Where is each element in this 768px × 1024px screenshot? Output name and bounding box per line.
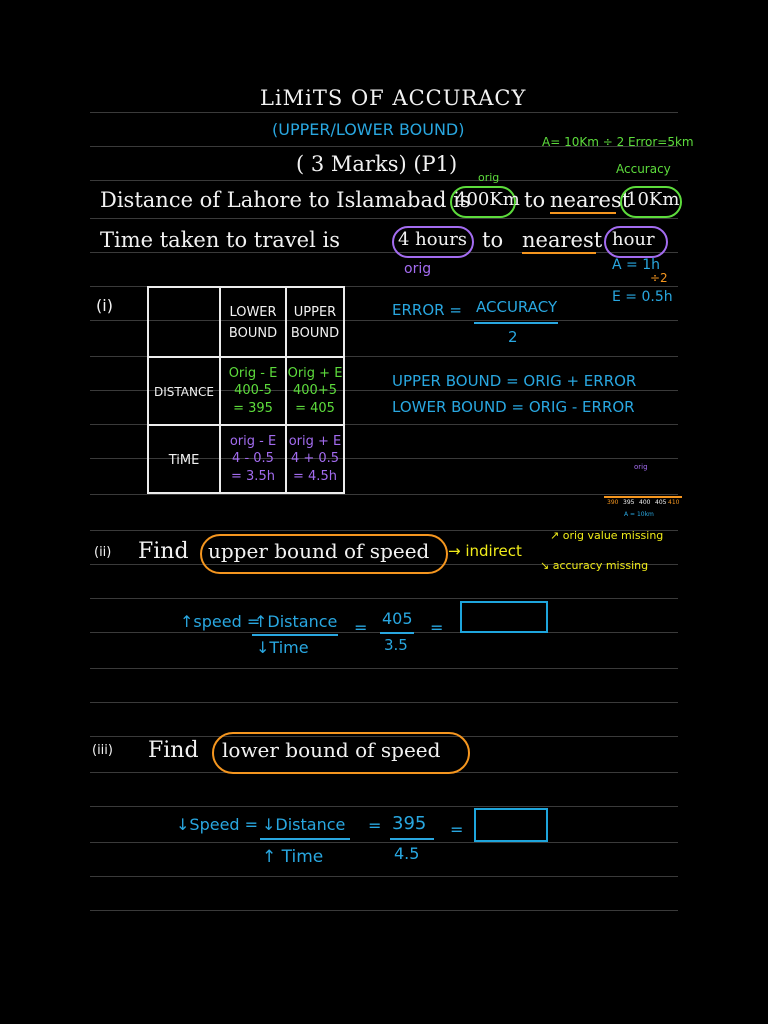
- branch-note-orig: ↗ orig value missing: [550, 529, 664, 542]
- rule-line: [90, 702, 678, 703]
- orig-tag: orig: [478, 171, 500, 184]
- number-line-orig: orig: [634, 463, 648, 471]
- upper-bound-formula: UPPER BOUND = ORIG + ERROR: [392, 372, 637, 390]
- part-ii-label: (ii): [94, 545, 112, 560]
- time-divide-note: ÷2: [650, 271, 668, 285]
- table-corner-cell: [148, 287, 220, 357]
- distance-upper-cell: Orig + E 400+5 = 405: [286, 357, 344, 425]
- hour-value: hour: [612, 229, 655, 250]
- distance-lower-cell: Orig - E 400-5 = 395: [220, 357, 286, 425]
- table-header-upper: UPPER BOUND: [286, 287, 344, 357]
- value-numerator: 395: [392, 813, 427, 834]
- branch-note-accuracy: ↘ accuracy missing: [540, 559, 649, 572]
- branch-text: orig value missing: [562, 529, 664, 542]
- value-denominator: 4.5: [394, 844, 420, 863]
- time-value: 4 hours: [398, 229, 468, 250]
- error-formula-numerator: ACCURACY: [476, 298, 558, 316]
- time-lower-cell: orig - E 4 - 0.5 = 3.5h: [220, 425, 286, 493]
- equals-sign: =: [430, 618, 444, 637]
- rule-line: [90, 876, 678, 877]
- distance-value: 400Km: [455, 189, 520, 210]
- tick-label: 405: [655, 499, 667, 506]
- find-word: Find: [138, 539, 189, 564]
- time-denominator: ↑ Time: [262, 847, 324, 867]
- rule-line: [90, 494, 678, 495]
- find-word: Find: [148, 738, 199, 763]
- question-line-2: Time taken to travel is: [100, 228, 340, 252]
- page-subtitle: (UPPER/LOWER BOUND): [272, 120, 465, 139]
- nearest-underline: [550, 212, 616, 214]
- row-label-time: TiME: [148, 425, 220, 493]
- error-formula-lhs: ERROR =: [392, 301, 462, 319]
- target-phrase: upper bound of speed: [208, 539, 430, 563]
- speed-lhs: ↑speed =: [180, 612, 261, 631]
- marks-label: ( 3 Marks) (P1): [296, 152, 458, 176]
- table-row: [148, 425, 344, 493]
- part-i-label: (i): [96, 296, 113, 315]
- number-line-caption: A = 10km: [624, 511, 654, 518]
- tick-label: 400: [639, 499, 651, 506]
- to-word: to: [482, 228, 504, 252]
- nearest-underline: [522, 252, 596, 254]
- time-accuracy-note: A = 1h: [612, 257, 660, 273]
- indirect-note: → indirect: [448, 542, 522, 560]
- answer-box[interactable]: [460, 601, 548, 633]
- to-word: to: [524, 188, 546, 212]
- time-error-note: E = 0.5h: [612, 289, 673, 305]
- value-numerator: 405: [382, 609, 413, 628]
- fraction-bar: [252, 634, 338, 636]
- nearest-word: nearest: [550, 188, 631, 212]
- row-label-distance: DISTANCE: [148, 357, 220, 425]
- page-title: LiMiTS OF ACCURACY: [260, 86, 527, 110]
- equals-sign: =: [354, 618, 368, 637]
- bounds-table: [147, 286, 345, 494]
- nearest-word: nearest: [522, 228, 603, 252]
- distance-numerator: ↑Distance: [254, 612, 338, 631]
- tick-label: 390: [607, 499, 619, 506]
- fraction-bar: [474, 322, 558, 324]
- time-upper-cell: orig + E 4 + 0.5 = 4.5h: [286, 425, 344, 493]
- rule-line: [90, 218, 678, 219]
- accuracy-value: 10Km: [626, 189, 680, 210]
- equals-sign: =: [368, 816, 382, 835]
- time-denominator: ↓Time: [256, 638, 309, 657]
- answer-box[interactable]: [474, 808, 548, 842]
- distance-numerator: ↓Distance: [262, 815, 346, 834]
- rule-line: [90, 842, 678, 843]
- equals-sign: =: [450, 820, 464, 839]
- fraction-bar: [380, 632, 414, 634]
- rule-line: [90, 910, 678, 911]
- branch-text: accuracy missing: [552, 559, 649, 572]
- tick-label: 410: [668, 499, 680, 506]
- rule-line: [90, 806, 678, 807]
- fraction-bar: [390, 838, 434, 840]
- orig-tag: orig: [404, 261, 432, 277]
- fraction-bar: [260, 838, 350, 840]
- target-phrase: lower bound of speed: [222, 738, 441, 762]
- table-row: [148, 357, 344, 425]
- rule-line: [90, 180, 678, 181]
- tick-label: 395: [623, 499, 635, 506]
- number-line-axis: [604, 496, 682, 498]
- rule-line: [90, 112, 678, 113]
- error-formula-denominator: 2: [508, 328, 518, 346]
- lower-bound-formula: LOWER BOUND = ORIG - ERROR: [392, 398, 635, 416]
- part-iii-label: (iii): [92, 743, 113, 758]
- rule-line: [90, 668, 678, 669]
- speed-lhs: ↓Speed =: [176, 815, 259, 834]
- question-line-1: Distance of Lahore to Islamabad is: [100, 188, 471, 212]
- side-note-error: A= 10Km ÷ 2 Error=5km: [542, 135, 694, 149]
- accuracy-tag: Accuracy: [616, 162, 671, 176]
- rule-line: [90, 598, 678, 599]
- table-header-lower: LOWER BOUND: [220, 287, 286, 357]
- value-denominator: 3.5: [384, 636, 408, 654]
